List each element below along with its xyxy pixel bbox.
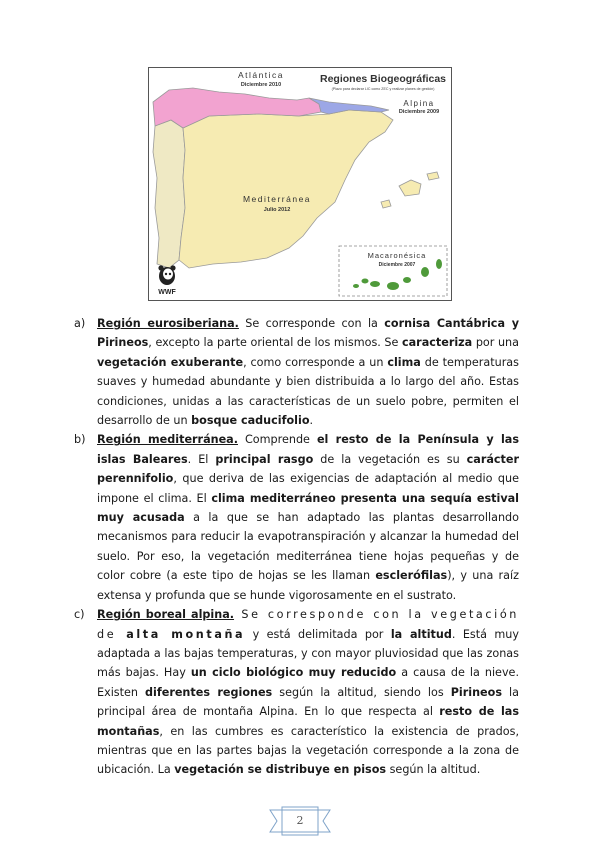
bold-run: el resto de la Península y las islas Baleares: [97, 433, 519, 466]
bold-run: vegetación exuberante: [97, 355, 244, 369]
list-item-eurosiberian: [74, 314, 519, 430]
bold-run: alta montaña: [126, 627, 246, 641]
list-marker: a): [74, 317, 86, 330]
alpina-date: Diciembre 2009: [398, 109, 440, 115]
list-item-mediterranean: [74, 430, 519, 605]
bold-run: la altitud: [390, 627, 452, 641]
bold-run: vegetación se distribuye en pisos: [174, 763, 387, 777]
text-run: a causa de la nieve. Existen: [97, 666, 519, 699]
text-run: según la altitud, siendo los: [272, 685, 451, 699]
wwf-panda-icon: [158, 265, 175, 285]
macaronesica-date: Diciembre 2007: [378, 262, 416, 268]
bold-run: caracteriza: [402, 336, 473, 350]
map-title: Regiones Biogeográficas: [319, 73, 447, 85]
text-run: por una: [472, 336, 519, 350]
bold-run: esclerófilas: [375, 569, 448, 583]
mediterranea-label: Mediterránea: [242, 194, 312, 204]
bold-run: cornisa Cantábrica y Pirineos: [97, 317, 519, 350]
alpina-label: Alpina: [403, 99, 435, 108]
text-run: . Está muy adaptada a las bajas temperaturas, y con mayor pluviosidad que las zonas más bajas. Hay: [97, 627, 520, 680]
text-run: la principal área de montaña Alpina. En lo que respecta al: [97, 685, 520, 719]
balearic-ibiza: [381, 200, 391, 208]
text-run: . El: [187, 452, 216, 466]
bold-run: resto de las montañas: [97, 705, 519, 738]
text-run: , en las cumbres es característico la existencia de prados, mientras que en las partes bajas la vegetación corresponde a la zona de ubicación. La: [97, 724, 519, 777]
balearic-menorca: [427, 172, 439, 180]
text-run: , excepto la parte oriental de los mismos. Se: [148, 336, 402, 350]
mediterranea-date: Julio 2012: [263, 207, 291, 213]
bold-run: carácter perennifolio: [97, 452, 519, 486]
text-run: ), y una raíz extensa y profunda que se hunde vigorosamente en el sustrato.: [97, 569, 519, 602]
balearic-mallorca: [399, 180, 421, 196]
text-run: .: [309, 414, 314, 428]
wwf-logo-text: WWF: [158, 289, 176, 296]
list-marker: b): [74, 433, 86, 447]
text-run: de temperaturas suaves y humedad abundante y bien distribuida a lo largo del año. Estas condiciones, unidas a las características de un suelo pobre, permiten el desarrollo de un: [97, 355, 519, 428]
text-run: Comprende: [237, 433, 317, 447]
mediterranean-region: [179, 110, 393, 268]
bold-run: clima mediterráneo presenta una sequía estival muy acusada: [97, 491, 519, 525]
bold-run: diferentes regiones: [145, 685, 273, 699]
text-run: , que deriva de las exigencias de adaptación al medio que impone el clima. El: [97, 472, 519, 505]
map-svg: [149, 68, 451, 300]
text-run: según la altitud.: [386, 763, 481, 777]
biogeographic-map: [148, 67, 452, 301]
list-marker: c): [74, 608, 85, 622]
bold-run: un ciclo biológico muy reducido: [190, 666, 397, 680]
text-run: de la vegetación es su: [313, 452, 467, 466]
atlantica-date: Diciembre 2010: [240, 82, 282, 88]
bold-run: principal rasgo: [215, 452, 314, 466]
bold-run: bosque caducifolio: [191, 414, 310, 428]
heading-mediterranean: Región mediterránea.: [97, 433, 238, 447]
text-run: Se corresponde con la vegetación de: [97, 608, 519, 641]
heading-eurosiberian: Región eurosiberiana.: [97, 317, 239, 330]
page-number-box: [268, 806, 332, 836]
bold-run: Pirineos: [450, 685, 502, 699]
heading-boreal-alpine: Región boreal alpina.: [97, 608, 235, 622]
text-run: Se corresponde con la: [238, 317, 385, 330]
macaronesica-label: Macaronésica: [367, 251, 427, 260]
text-run: y está delimitada por: [245, 627, 391, 641]
text-run: , como corresponde a un: [243, 355, 388, 369]
list-item-boreal-alpine: [74, 605, 519, 780]
text-run: a la que se han adaptado las plantas desarrollando mecanismos para reducir la evapotranspiración y alcanzar la humedad del suelo. Por eso, la vegetación mediterránea tiene hojas pequeñas y de color cobre (a este tipo de hojas se les llaman: [97, 511, 519, 583]
map-subtitle: (Plazo para declarar LIC como ZEC y realizar planes de gestión): [331, 87, 435, 91]
regions-list: [74, 314, 519, 780]
bold-run: clima: [387, 355, 421, 369]
atlantica-label: Atlántica: [237, 70, 285, 80]
page-number: 2: [296, 814, 304, 827]
